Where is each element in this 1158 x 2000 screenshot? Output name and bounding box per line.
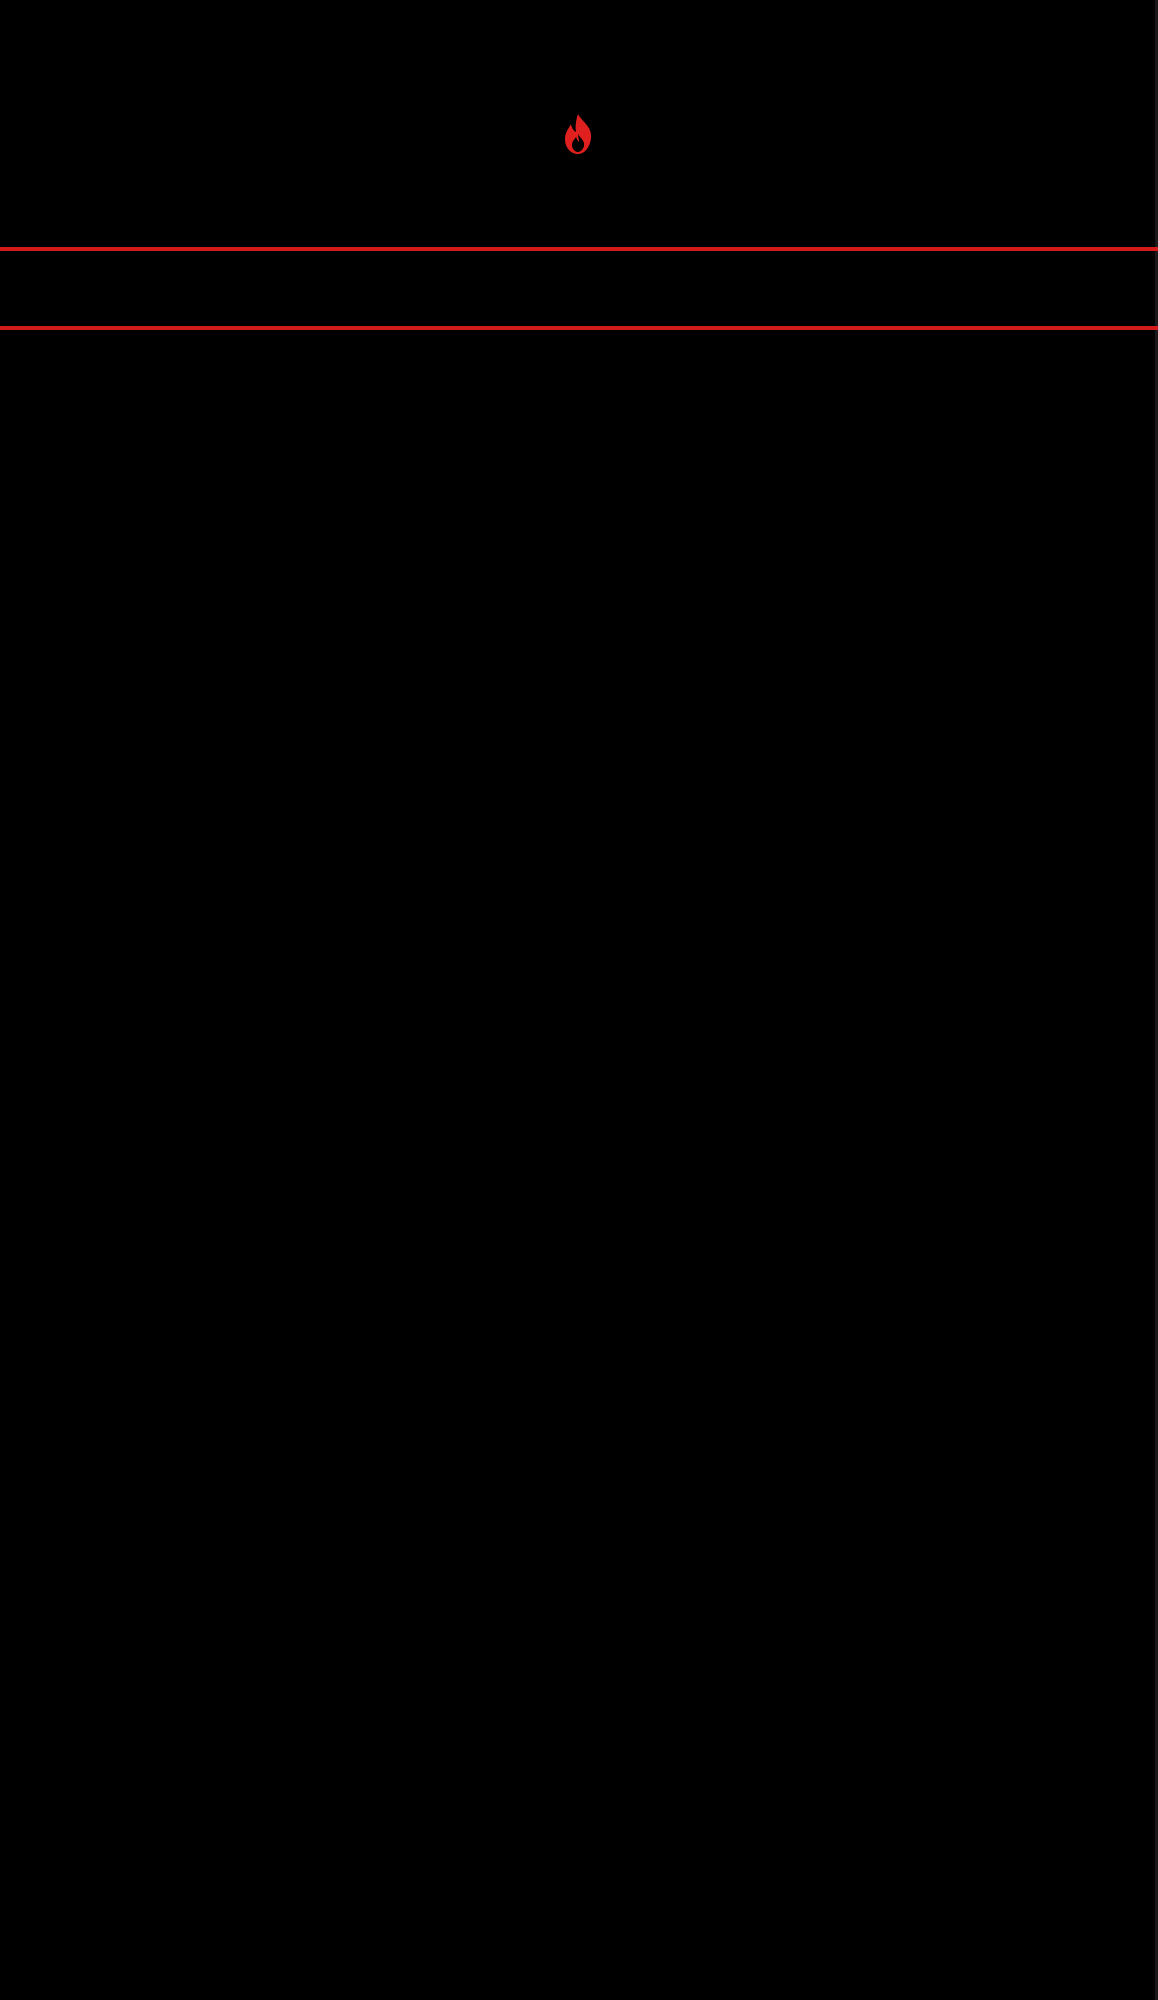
header-bottom-rule xyxy=(0,326,1158,330)
flame-icon xyxy=(558,112,598,156)
brand-logo xyxy=(0,112,1158,202)
government-warning xyxy=(110,1472,1048,1500)
header-top-rule xyxy=(0,247,1158,251)
